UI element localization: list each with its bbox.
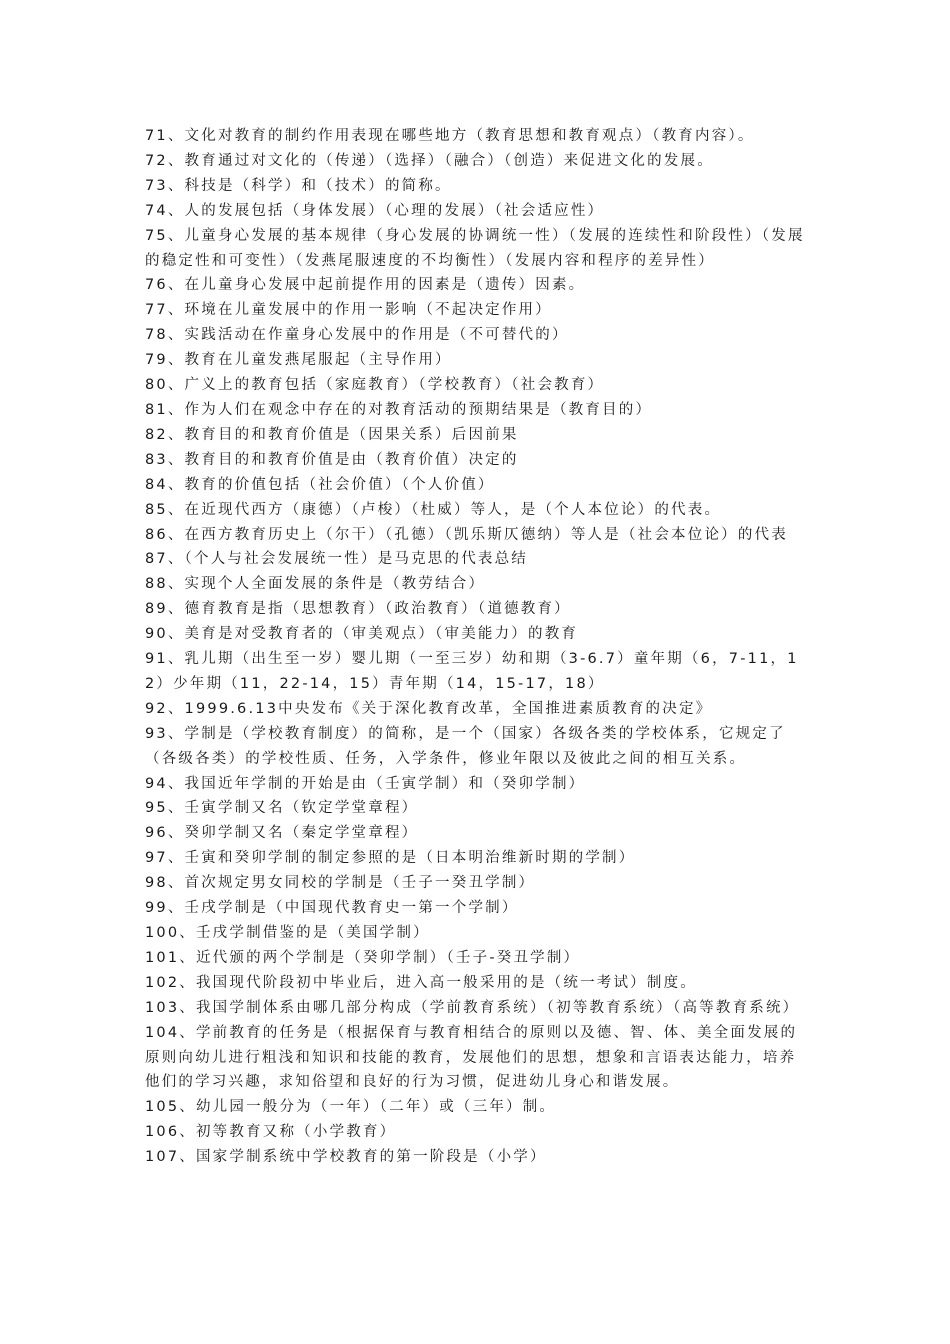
item-105: 105、幼儿园一般分为（一年）（二年）或（三年）制。 — [145, 1099, 557, 1116]
item-72: 72、教育通过对文化的（传递）（选择）（融合）（创造）来促进文化的发展。 — [145, 152, 714, 169]
item-106: 106、初等教育又称（小学教育） — [145, 1124, 397, 1141]
item-84: 84、教育的价值包括（社会价值）（个人价值） — [145, 476, 495, 493]
item-88: 88、实现个人全面发展的条件是（教劳结合） — [145, 576, 486, 593]
item-92: 92、1999.6.13中央发布《关于深化教育改革，全国推进素质教育的决定》 — [145, 700, 713, 717]
item-77: 77、环境在儿童发展中的作用一影响（不起决定作用） — [145, 302, 552, 319]
item-97: 97、壬寅和癸卯学制的制定参照的是（日本明治维新时期的学制） — [145, 850, 636, 867]
item-90: 90、美育是对受教育者的（审美观点）（审美能力）的教育 — [145, 626, 579, 643]
item-103: 103、我国学制体系由哪几部分构成（学前教育系统）（初等教育系统）（高等教育系统） — [145, 999, 800, 1016]
item-99: 99、壬戌学制是（中国现代教育史一第一个学制） — [145, 900, 519, 917]
item-100: 100、壬戌学制借鉴的是（美国学制） — [145, 925, 430, 941]
item-74: 74、人的发展包括（身体发展）（心理的发展）（社会适应性） — [145, 202, 605, 219]
item-86: 86、在西方教育历史上（尔干）（孔德）（凯乐斯仄德纳）等人是（社会本位论）的代表 — [145, 526, 788, 543]
item-104: 104、学前教育的任务是（根据保育与教育相结合的原则以及德、智、体、美全面发展的原则向幼儿进行粗浅和知识和技能的教育，发展他们的思想，想象和言语表达能力，培养他们的学习兴趣，求知俗望和良好的行为习惯，促进幼儿身心和谐发展。 — [145, 1024, 798, 1091]
item-107: 107、国家学制系统中学校教育的第一阶段是（小学） — [145, 1149, 547, 1166]
item-98: 98、首次规定男女同校的学制是（壬子一癸丑学制） — [145, 875, 536, 892]
item-79: 79、教育在儿童发燕尾服起（主导作用） — [145, 352, 452, 369]
item-87: 87、（个人与社会发展统一性）是马克思的代表总结 — [145, 551, 528, 568]
item-71: 71、文化对教育的制约作用表现在哪些地方（教育思想和教育观点）（教育内容）。 — [145, 128, 755, 144]
item-82: 82、教育目的和教育价值是（因果关系）后因前果 — [145, 426, 519, 443]
item-102: 102、我国现代阶段初中毕业后，进入高一般采用的是（统一考试）制度。 — [145, 974, 697, 991]
item-91: 91、乳儿期（出生至一岁）婴儿期（一至三岁）幼和期（3-6.7）童年期（6，7-11，12）少年期（11，22-14，15）青年期（14，15-17，18） — [145, 651, 799, 692]
item-76: 76、在儿童身心发展中起前提作用的因素是（遗传）因素。 — [145, 277, 586, 294]
item-81: 81、作为人们在观念中存在的对教育活动的预期结果是（教育目的） — [145, 401, 653, 418]
item-75: 75、儿童身心发展的基本规律（身心发展的协调统一性）（发展的连续性和阶段性）（发展的稳定性和可变性）（发燕尾服速度的不均衡性）（发展内容和程序的差异性） — [145, 227, 805, 269]
item-80: 80、广义上的教育包括（家庭教育）（学校教育）（社会教育） — [145, 377, 605, 394]
item-83: 83、教育目的和教育价值是由（教育价值）决定的 — [145, 451, 519, 468]
item-95: 95、壬寅学制又名（钦定学堂章程） — [145, 800, 419, 817]
item-73: 73、科技是（科学）和（技术）的简称。 — [145, 177, 452, 194]
item-96: 96、癸卯学制又名（秦定学堂章程） — [145, 825, 419, 842]
item-78: 78、实践活动在作童身心发展中的作用是（不可替代的） — [145, 327, 569, 344]
document-body — [145, 124, 810, 1170]
item-85: 85、在近现代西方（康德）（卢梭）（杜威）等人，是（个人本位论）的代表。 — [145, 501, 722, 518]
item-94: 94、我国近年学制的开始是由（壬寅学制）和（癸卯学制） — [145, 775, 586, 792]
item-93: 93、学制是（学校教育制度）的简称，是一个（国家）各级各类的学校体系，它规定了（各级各类）的学校性质、任务，入学条件，修业年限以及彼此之间的相互关系。 — [145, 725, 786, 767]
item-101: 101、近代颁的两个学制是（癸卯学制）（壬子-癸丑学制） — [145, 949, 581, 966]
item-89: 89、德育教育是指（思想教育）（政治教育）（道德教育） — [145, 601, 571, 618]
